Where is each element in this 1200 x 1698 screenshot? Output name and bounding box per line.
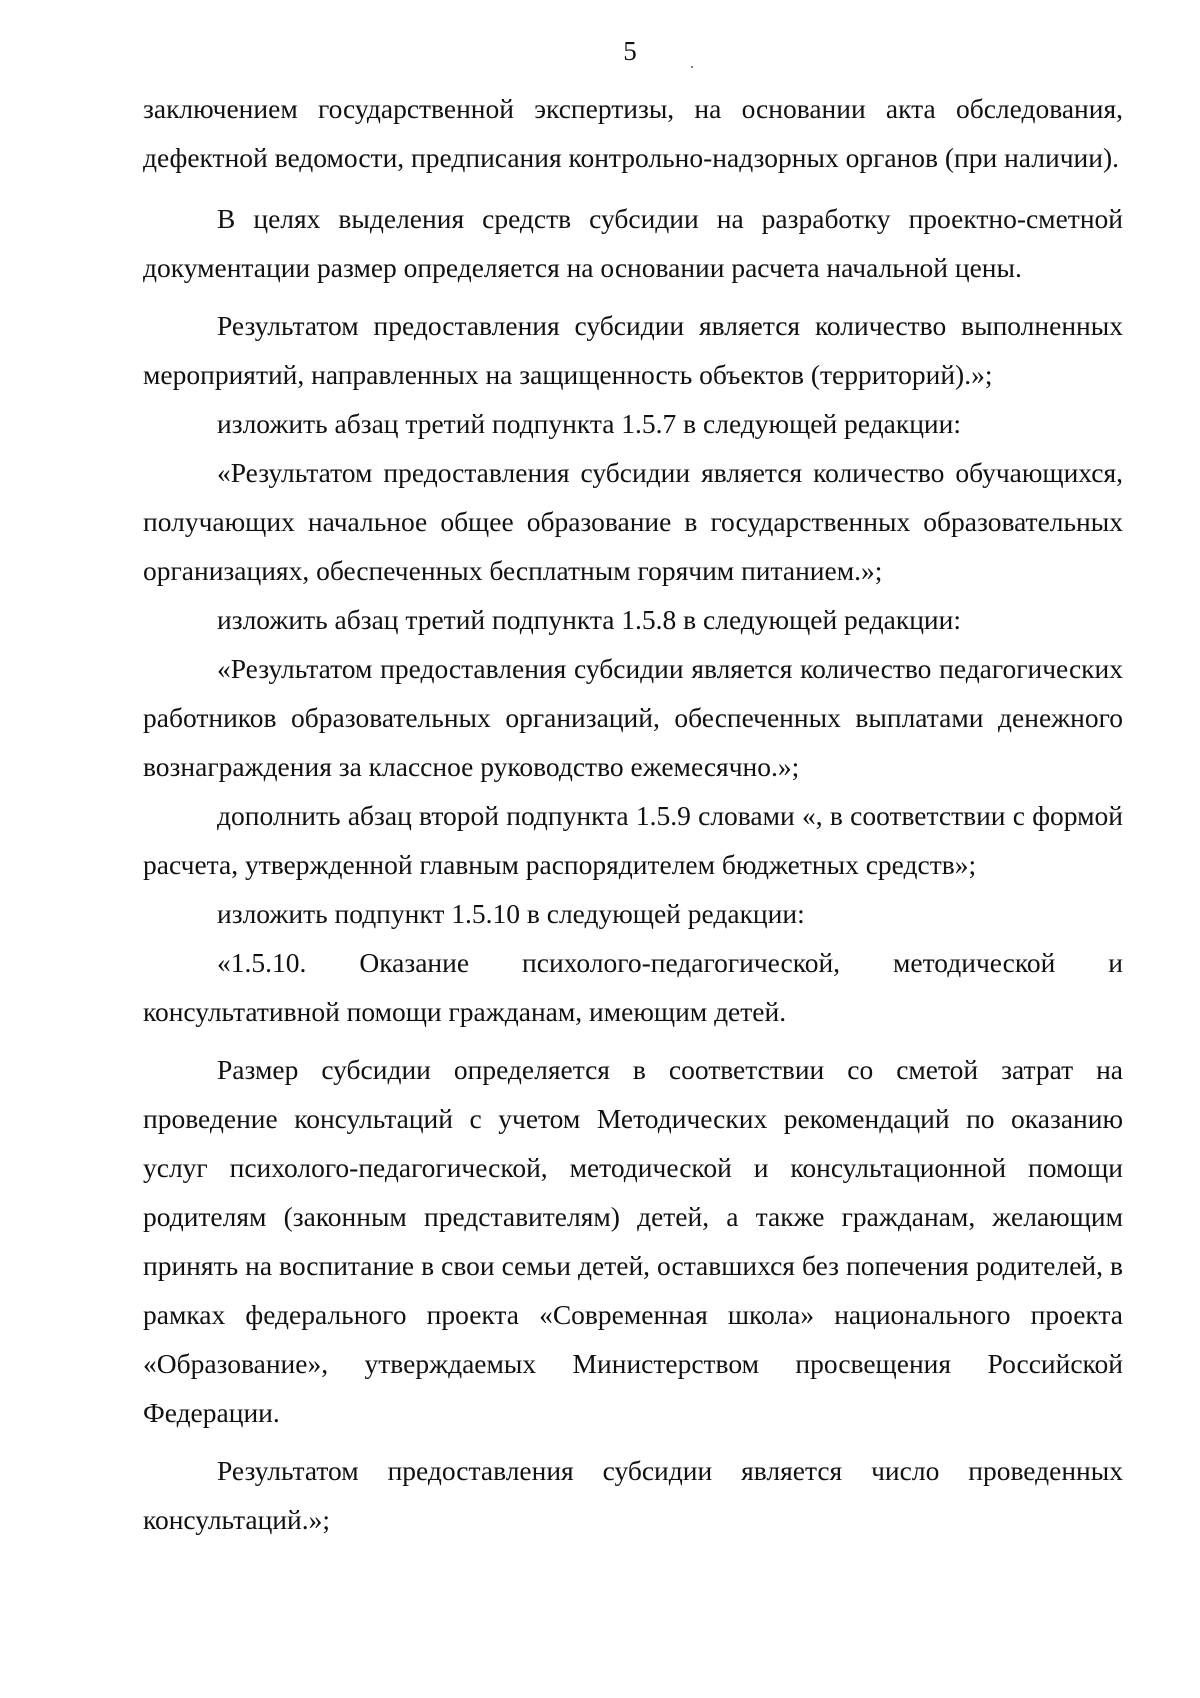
paragraph: «Результатом предоставления субсидии является количество педагогических работников образовательных организаций, обеспеченных выплатами денежного вознаграждения за классное руководство ежемесячно.»; [143, 653, 1123, 782]
paragraph: В целях выделения средств субсидии на разработку проектно-сметной документации размер определяется на основании расчета начальной цены. [143, 203, 1123, 283]
paragraph: изложить абзац третий подпункта 1.5.8 в следующей редакции: [217, 604, 962, 635]
paragraph: Результатом предоставления субсидии является количество выполненных мероприятий, направленных на защищенность объектов (территорий).»; [143, 310, 1123, 390]
paragraph: изложить подпункт 1.5.10 в следующей редакции: [217, 898, 805, 929]
paragraph: изложить абзац третий подпункта 1.5.7 в следующей редакции: [217, 408, 962, 439]
paragraph: Результатом предоставления субсидии является число проведенных консультаций.»; [143, 1455, 1123, 1535]
paragraph: «Результатом предоставления субсидии является количество обучающихся, получающих начальное общее образование в государственных образовательных организациях, обеспеченных бесплатным горячим питанием.»; [143, 457, 1123, 586]
document-body [143, 84, 1123, 1544]
paragraph-continuation: заключением государственной экспертизы, на основании акта обследования, дефектной ведомости, предписания контрольно-надзорных органов (при наличии). [143, 93, 1123, 173]
scan-speck [691, 66, 693, 68]
paragraph: «1.5.10. Оказание психолого-педагогической, методической и консультативной помощи гражданам, имеющим детей. [143, 947, 1123, 1027]
paragraph: дополнить абзац второй подпункта 1.5.9 словами «, в соответствии с формой расчета, утвержденной главным распорядителем бюджетных средств»; [143, 800, 1123, 880]
page-number: 5 [623, 36, 637, 66]
paragraph: Размер субсидии определяется в соответствии со сметой затрат на проведение консультаций с учетом Методических рекомендаций по оказанию услуг психолого-педагогической, методической и консультационной помощи родителям (законным представителям) детей, а также гражданам, желающим принять на воспитание в свои семьи детей, оставшихся без попечения родителей, в рамках федерального проекта «Современная школа» национального проекта «Образование», утверждаемых Министерством просвещения Российской Федерации. [143, 1054, 1123, 1428]
